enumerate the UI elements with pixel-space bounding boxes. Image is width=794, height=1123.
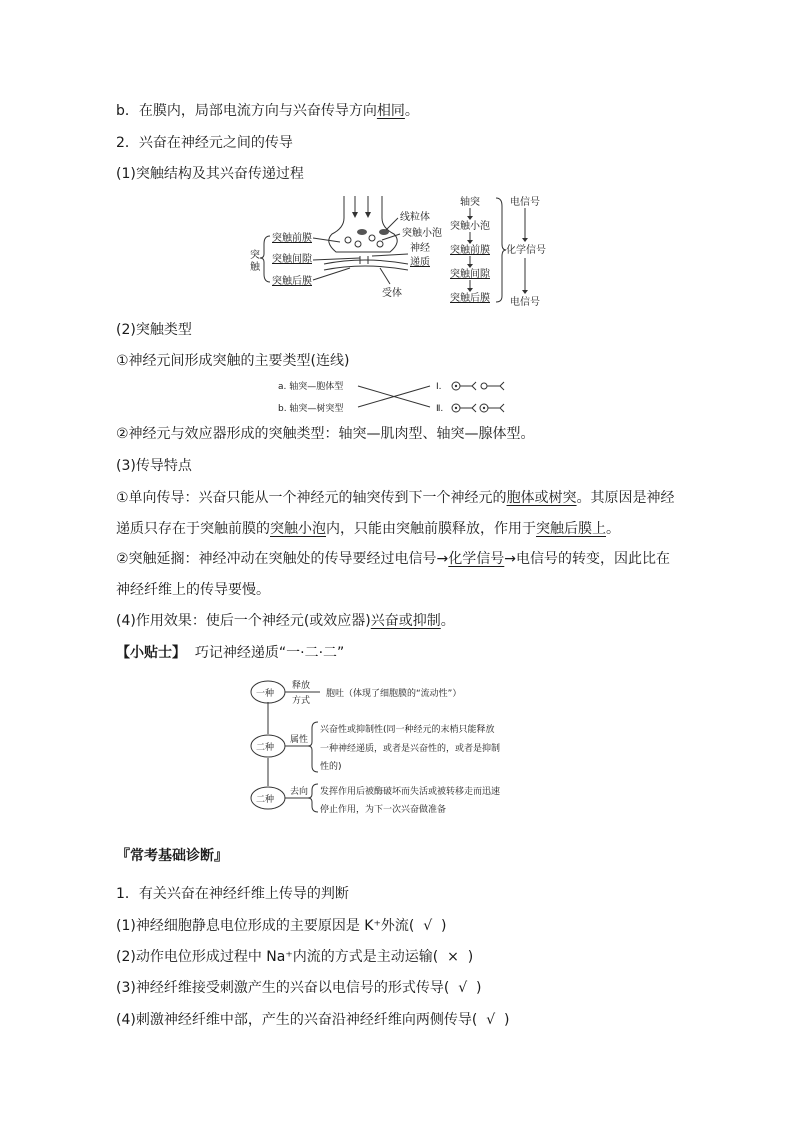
question-group-heading: 1．有关兴奋在神经纤维上传导的判断 [116,886,349,902]
flow-gap: 突触间隙 [450,269,490,280]
text-line-8: ①单向传导：兴奋只能从一个神经元的轴突传到下一个神经元的胞体或树突。其原因是神经 [116,490,675,506]
answer-mark: √ [458,980,468,996]
matching-diagram [278,376,528,418]
text-line-11: 神经纤维上的传导要慢。 [116,582,270,598]
tip-desc-3a: 发挥作用后被酶破坏而失活或被转移走而迅速 [320,787,501,797]
text-line-12: (4)作用效果：使后一个神经元(或效应器)兴奋或抑制。 [116,613,455,629]
neurotransmitter-label-2: 递质 [410,257,430,268]
synapse-types-heading: (2)突触类型 [116,322,192,338]
text-line-10: ②突触延搁：神经冲动在突触处的传导要经过电信号→化学信号→电信号的转变，因此比在 [116,551,671,567]
synapse-label-tu: 突 [250,250,260,261]
tip-desc-1: 胞吐（体现了细胞膜的“流动性”） [326,689,462,699]
svg-text:去向: 去向 [290,787,309,797]
synapse-diagram [240,192,560,310]
tip-line: 【小贴士】 巧记神经递质“一·二·二” [116,645,345,661]
signal-chemical: 化学信号 [506,245,546,256]
tip-desc-2b: 一种神经递质，或者是兴奋性的，或者是抑制 [320,744,501,754]
tip-desc-2c: 性的) [320,762,342,772]
receptor-label: 受体 [382,288,402,299]
subsection-heading: (1)突触结构及其兴奋传递过程 [116,166,304,182]
tip-node-3: 二种 [256,795,275,805]
vesicle-label: 突触小泡 [402,228,442,239]
question-4: (4)刺激神经纤维中部，产生的兴奋沿神经纤维向两侧传导( √ ) [116,1012,510,1028]
section-heading: 2．兴奋在神经元之间的传导 [116,135,293,151]
flow-pre: 突触前膜 [450,245,490,256]
answer-mark: √ [486,1012,496,1028]
flow-post: 突触后膜 [450,293,490,304]
question-2: (2)动作电位形成过程中 Na⁺内流的方式是主动运输( × ) [116,949,474,965]
signal-electric-top: 电信号 [510,197,540,208]
neurotransmitter-label-1: 神经 [410,243,430,254]
text-line-1: b．在膜内，局部电流方向与兴奋传导方向相同。 [116,103,419,119]
pre-membrane-label: 突触前膜 [272,233,312,244]
answer-underline: 相同 [376,103,405,119]
match-a: a. 轴突—胞体型 [278,382,344,392]
gap-label: 突触间隙 [272,254,312,265]
signal-electric-bottom: 电信号 [510,297,540,308]
answer-mark: × [447,949,459,965]
question-3: (3)神经纤维接受刺激产生的兴奋以电信号的形式传导( √ ) [116,980,482,996]
svg-text:方式: 方式 [292,696,311,706]
text-line-9: 递质只存在于突触前膜的突触小泡内，只能由突触前膜释放，作用于突触后膜上。 [116,521,620,537]
svg-text:释放: 释放 [292,681,311,691]
synapse-label-chu: 触 [250,262,260,273]
answer-mark: √ [423,918,433,934]
tip-label: 【小贴士】 [116,645,186,661]
tip-desc-2a: 兴奋性或抑制性(同一种经元的末梢只能释放 [320,725,495,735]
text-line-6: ②神经元与效应器形成的突触类型：轴突—肌肉型、轴突—腺体型。 [116,426,535,442]
tip-node-2: 二种 [256,743,275,753]
diagnosis-heading: 『常考基础诊断』 [116,848,228,864]
post-membrane-label: 突触后膜 [272,276,312,287]
svg-text:属性: 属性 [290,735,309,745]
flow-axon: 轴突 [460,197,480,208]
tips-diagram [248,676,558,820]
tip-desc-3b: 停止作用，为下一次兴奋做准备 [320,805,447,815]
match-ii: Ⅱ. [436,404,444,414]
axon-soma-symbol-icon [452,382,504,390]
axon-dendrite-symbol-icon [452,404,504,412]
text-line-5: ①神经元间形成突触的主要类型(连线) [116,353,350,369]
match-i: Ⅰ. [436,382,442,392]
tip-node-1: 一种 [256,689,275,699]
mitochondria-label: 线粒体 [400,212,430,223]
match-b: b. 轴突—树突型 [278,404,344,414]
flow-vesicle: 突触小泡 [450,221,490,232]
question-1: (1)神经细胞静息电位形成的主要原因是 K⁺外流( √ ) [116,918,447,934]
features-heading: (3)传导特点 [116,458,192,474]
